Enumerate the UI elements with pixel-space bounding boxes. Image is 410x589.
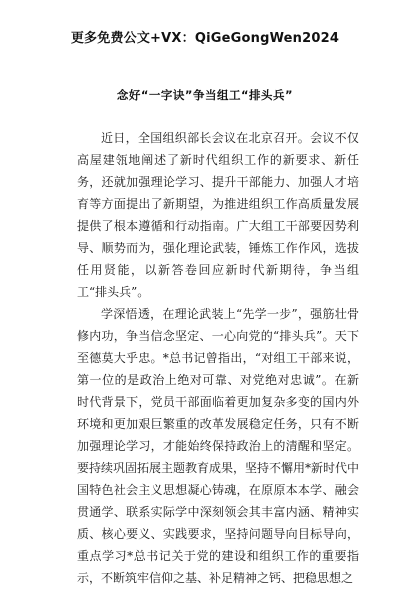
watermark-header: 更多免费公文+VX：QiGeGongWen2024: [70, 31, 340, 46]
document-body: [77, 127, 359, 589]
body-paragraph: 学深悟透，在理论武装上“先学一步”，强筋壮骨修内功，争当信念坚定、一心向党的“排头兵”。天下至德莫大乎忠。*总书记曾指出，“对组工干部来说，第一位的是政治上绝对可靠、对党绝对忠诚”。在新时代背景下，党员干部面临着更加复杂多变的国内外环境和更加艰巨繁重的改革发展稳定任务，只有不断加强理论学习，才能始终保持政治上的清醒和坚定。要持续巩固拓展主题教育成果，坚持不懈用*新时代中国特色社会主义思想凝心铸魂，在原原本本学、融会贯通学、联系实际学中深刻领会其丰富内涵、精神实质、核心要义、实践要求，坚持问题导向目标导向，重点学习*总书记关于党的建设和组织工作的重要指示，不断筑牢信仰之基、补足精神之钙、把稳思想之: [77, 307, 360, 585]
document-title: 念好“一字诀”争当组工“排头兵”: [116, 88, 294, 102]
body-paragraph: 近日，全国组织部长会议在北京召开。会议不仅高屋建瓴地阐述了新时代组织工作的新要求、新任务，还就加强理论学习、提升干部能力、加强人才培育等方面提出了新期望，为推进组织工作高质量发展提供了根本遵循和行动指南。广大组工干部要因势利导、顺势而为，强化理论武装，锤炼工作作风，选拔任用贤能，以新答卷回应新时代新期待，争当组工“排头兵”。: [77, 131, 359, 299]
